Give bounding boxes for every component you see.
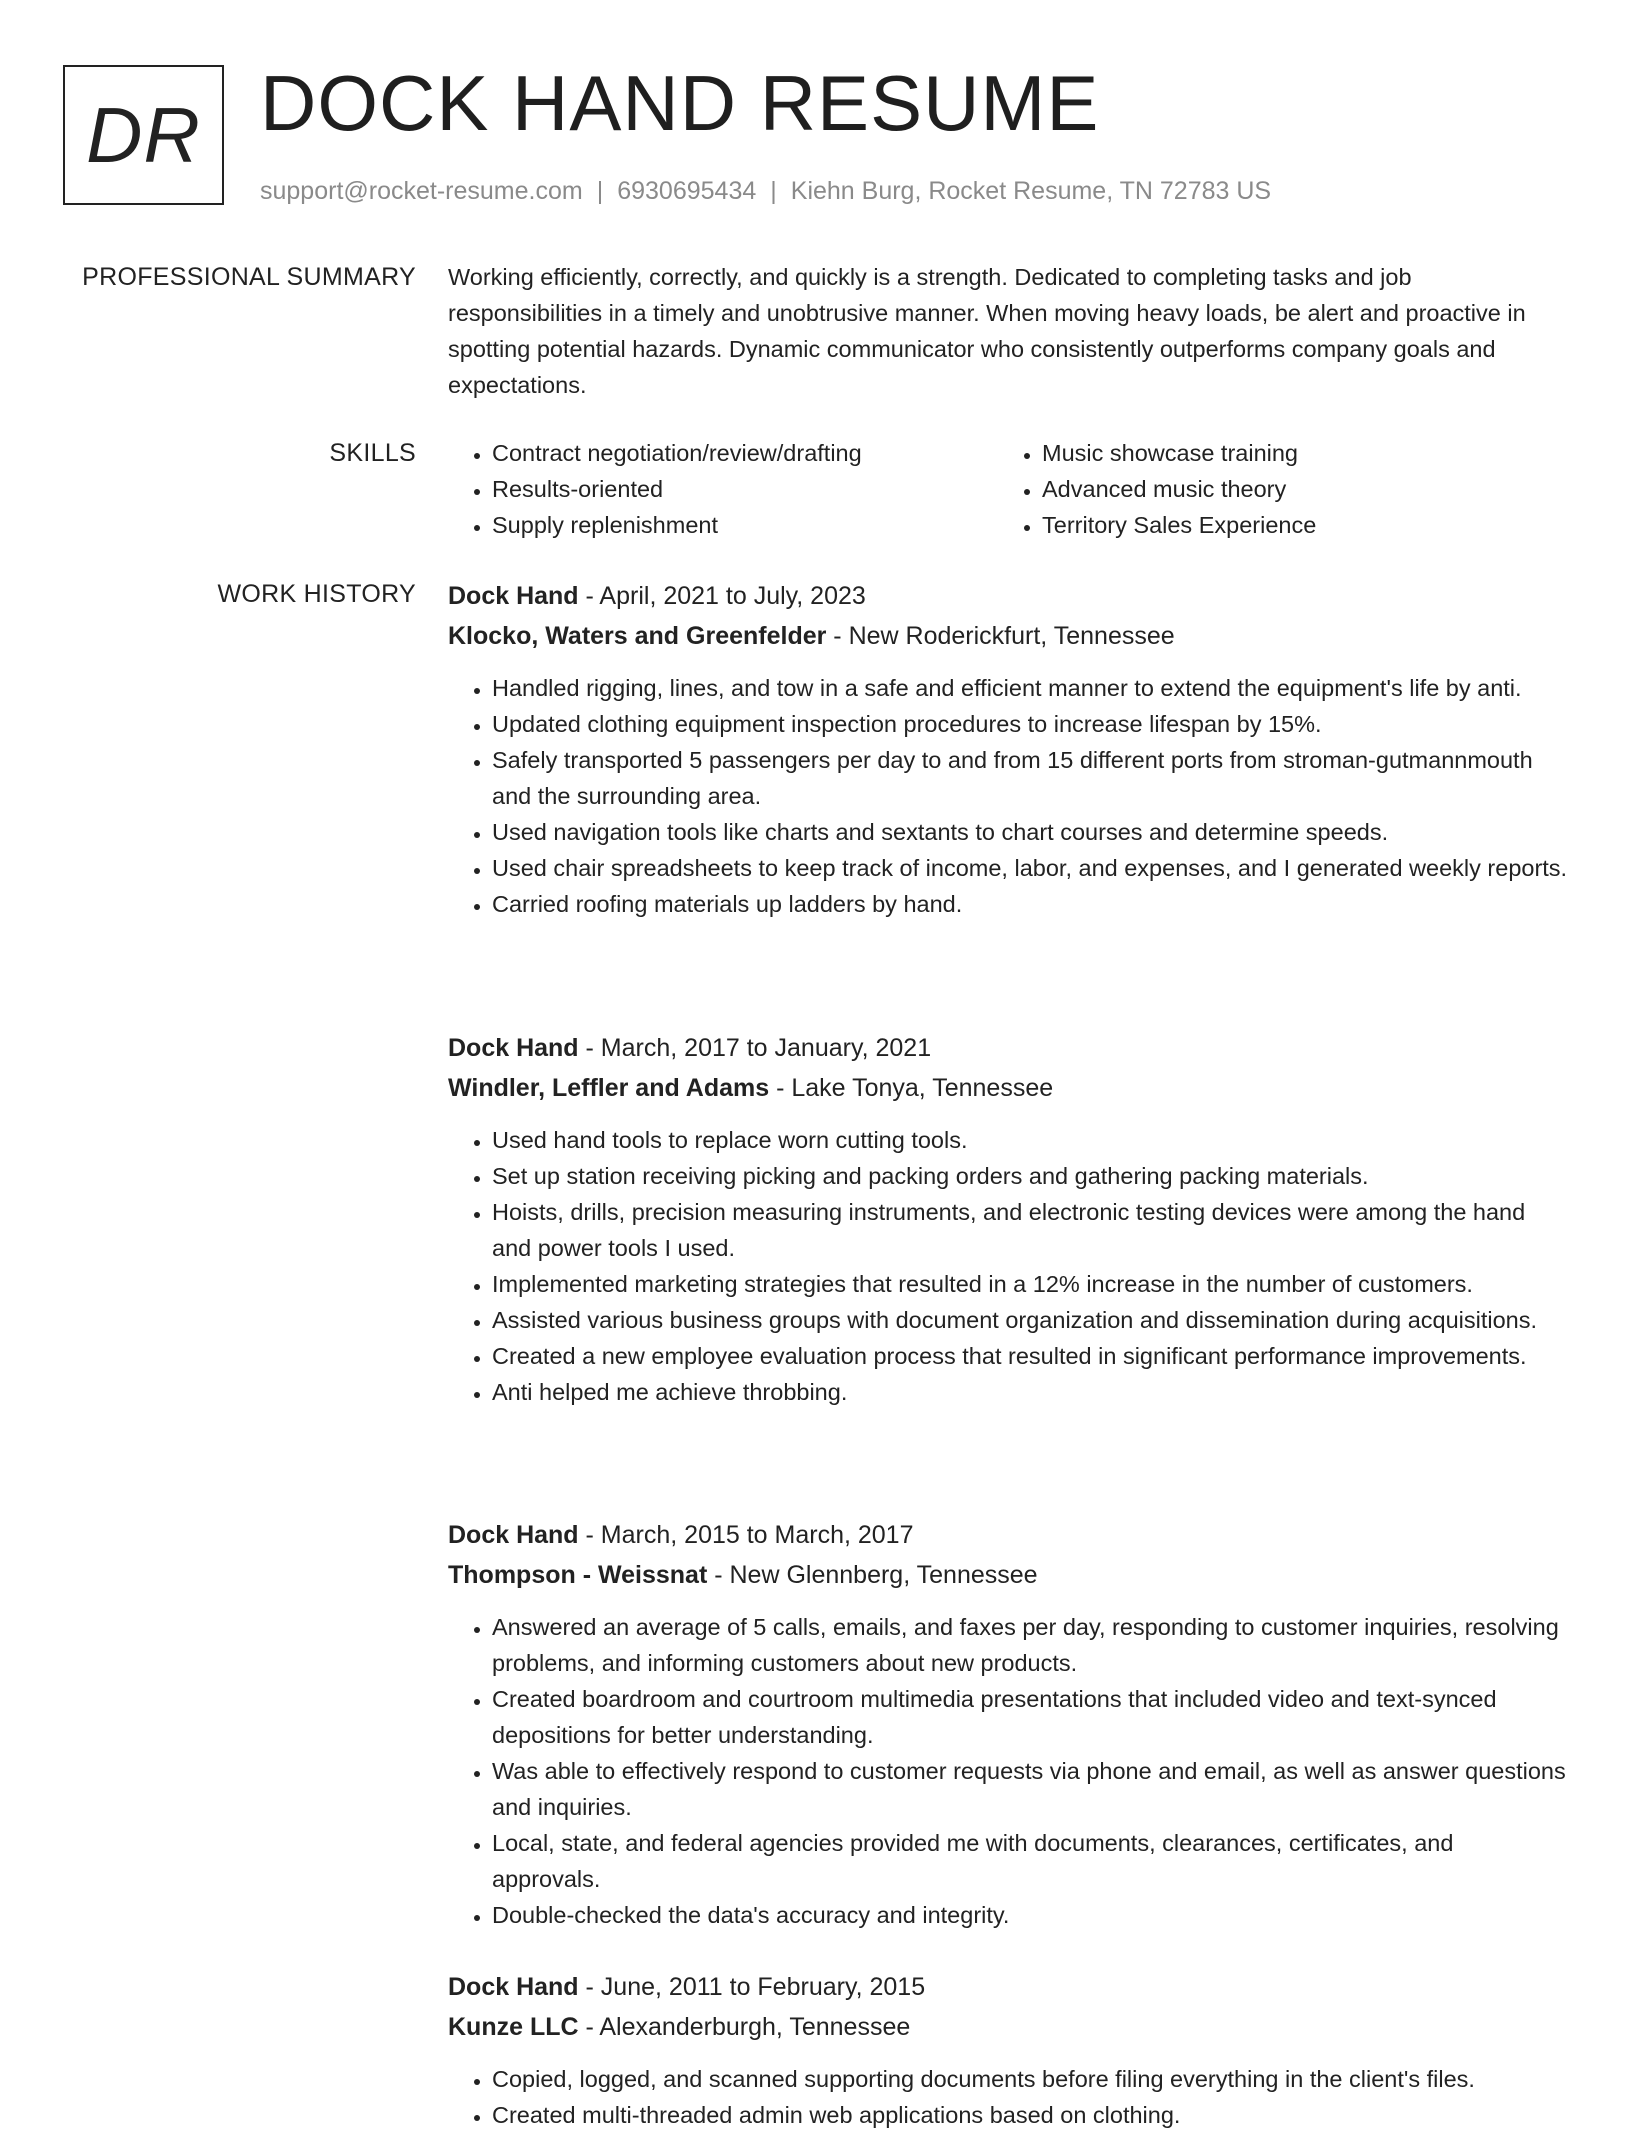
- job-dates: - June, 2011 to February, 2015: [578, 1973, 926, 2001]
- job-company: Kunze LLC: [448, 2013, 579, 2041]
- job-title: Dock Hand: [448, 582, 579, 610]
- contact-separator: |: [596, 177, 604, 205]
- contact-separator: |: [770, 177, 777, 205]
- job-entry: [448, 1967, 1568, 2133]
- job-entry: [448, 576, 1568, 922]
- skill-item: • Music showcase training: [1042, 435, 1316, 471]
- contact-address: Kiehn Burg, Rocket Resume, TN 72783 US: [790, 177, 1272, 205]
- skill-item: • Supply replenishment: [492, 507, 862, 543]
- skills-column-right: [998, 435, 1316, 543]
- job-duties-list: [448, 1609, 1568, 1933]
- work-history-heading: WORK HISTORY: [217, 580, 416, 608]
- duty-item: • Created multi-threaded admin web applications based on clothing.: [492, 2097, 1568, 2133]
- job-entry: [448, 1028, 1568, 1410]
- job-entry: [448, 1515, 1568, 1933]
- duty-item: • Used chair spreadsheets to keep track of income, labor, and expenses, and I generated weekly reports.: [492, 850, 1568, 886]
- job-location: - Lake Tonya, Tennessee: [769, 1074, 1054, 1102]
- job-location: - New Glennberg, Tennessee: [707, 1561, 1038, 1589]
- duty-item: • Created boardroom and courtroom multimedia presentations that included video and text-synced depositions for better understanding.: [492, 1681, 1568, 1753]
- summary-heading: PROFESSIONAL SUMMARY: [82, 263, 416, 291]
- skills-column-left: [448, 435, 862, 543]
- contact-line: [260, 174, 1271, 208]
- duty-item: • Safely transported 5 passengers per day to and from 15 different ports from stroman-gutmannmouth and the surrounding area.: [492, 742, 1568, 814]
- job-dates: - March, 2015 to March, 2017: [578, 1521, 914, 1549]
- duty-item: • Copied, logged, and scanned supporting documents before filing everything in the client's files.: [492, 2061, 1568, 2097]
- duty-item: • Updated clothing equipment inspection procedures to increase lifespan by 15%.: [492, 706, 1568, 742]
- duty-item: • Used hand tools to replace worn cutting tools.: [492, 1122, 1568, 1158]
- duty-item: • Answered an average of 5 calls, emails, and faxes per day, responding to customer inquiries, resolving problems, and informing customers about new products.: [492, 1609, 1568, 1681]
- job-company-line: [448, 616, 1568, 656]
- job-title-line: [448, 1515, 1568, 1555]
- skill-item: • Results-oriented: [492, 471, 862, 507]
- job-company-line: [448, 1068, 1568, 1108]
- contact-phone[interactable]: 6930695434: [617, 177, 757, 205]
- duty-item: • Set up station receiving picking and packing orders and gathering packing materials.: [492, 1158, 1568, 1194]
- summary-text: Working efficiently, correctly, and quickly is a strength. Dedicated to completing tasks and job responsibilities in a timely and unobtrusive manner. When moving heavy loads, be alert and proactive in spotting potential hazards. Dynamic communicator who consistently outperforms company goals and expectations.: [448, 264, 1526, 398]
- duty-item: • Was able to effectively respond to customer requests via phone and email, as well as answer questions and inquiries.: [492, 1753, 1568, 1825]
- job-duties-list: [448, 670, 1568, 922]
- duty-item: • Double-checked the data's accuracy and integrity.: [492, 1897, 1568, 1933]
- job-dates: - April, 2021 to July, 2023: [578, 582, 866, 610]
- contact-email[interactable]: support@rocket-resume.com: [260, 177, 583, 205]
- skills-body: [448, 435, 1568, 545]
- monogram-box: DR: [63, 65, 224, 205]
- duty-item: • Assisted various business groups with document organization and dissemination during acquisitions.: [492, 1302, 1568, 1338]
- skill-item: • Contract negotiation/review/drafting: [492, 435, 862, 471]
- job-duties-list: [448, 1122, 1568, 1410]
- job-dates: - March, 2017 to January, 2021: [578, 1034, 932, 1062]
- duty-item: • Hoists, drills, precision measuring instruments, and electronic testing devices were among the hand and power tools I used.: [492, 1194, 1568, 1266]
- duty-item: • Local, state, and federal agencies provided me with documents, clearances, certificates, and approvals.: [492, 1825, 1568, 1897]
- job-title-line: [448, 576, 1568, 616]
- job-title-line: [448, 1967, 1568, 2007]
- duty-item: • Used navigation tools like charts and sextants to chart courses and determine speeds.: [492, 814, 1568, 850]
- job-location: - Alexanderburgh, Tennessee: [578, 2013, 911, 2041]
- job-title: Dock Hand: [448, 1521, 579, 1549]
- duty-item: • Handled rigging, lines, and tow in a safe and efficient manner to extend the equipment's life by anti.: [492, 670, 1568, 706]
- job-company: Klocko, Waters and Greenfelder: [448, 622, 827, 650]
- duty-item: • Carried roofing materials up ladders by hand.: [492, 886, 1568, 922]
- job-company-line: [448, 2007, 1568, 2047]
- job-duties-list: [448, 2061, 1568, 2133]
- skills-heading: SKILLS: [329, 439, 416, 467]
- skill-item: • Territory Sales Experience: [1042, 507, 1316, 543]
- job-company: Windler, Leffler and Adams: [448, 1074, 770, 1102]
- job-title: Dock Hand: [448, 1034, 579, 1062]
- duty-item: • Anti helped me achieve throbbing.: [492, 1374, 1568, 1410]
- job-company: Thompson - Weissnat: [448, 1561, 708, 1589]
- job-title: Dock Hand: [448, 1973, 579, 2001]
- job-location: - New Roderickfurt, Tennessee: [826, 622, 1175, 650]
- skill-item: • Advanced music theory: [1042, 471, 1316, 507]
- resume-title: DOCK HAND RESUME: [260, 59, 1100, 147]
- job-title-line: [448, 1028, 1568, 1068]
- duty-item: • Implemented marketing strategies that resulted in a 12% increase in the number of customers.: [492, 1266, 1568, 1302]
- job-company-line: [448, 1555, 1568, 1595]
- duty-item: • Created a new employee evaluation process that resulted in significant performance improvements.: [492, 1338, 1568, 1374]
- summary-body: [448, 259, 1568, 403]
